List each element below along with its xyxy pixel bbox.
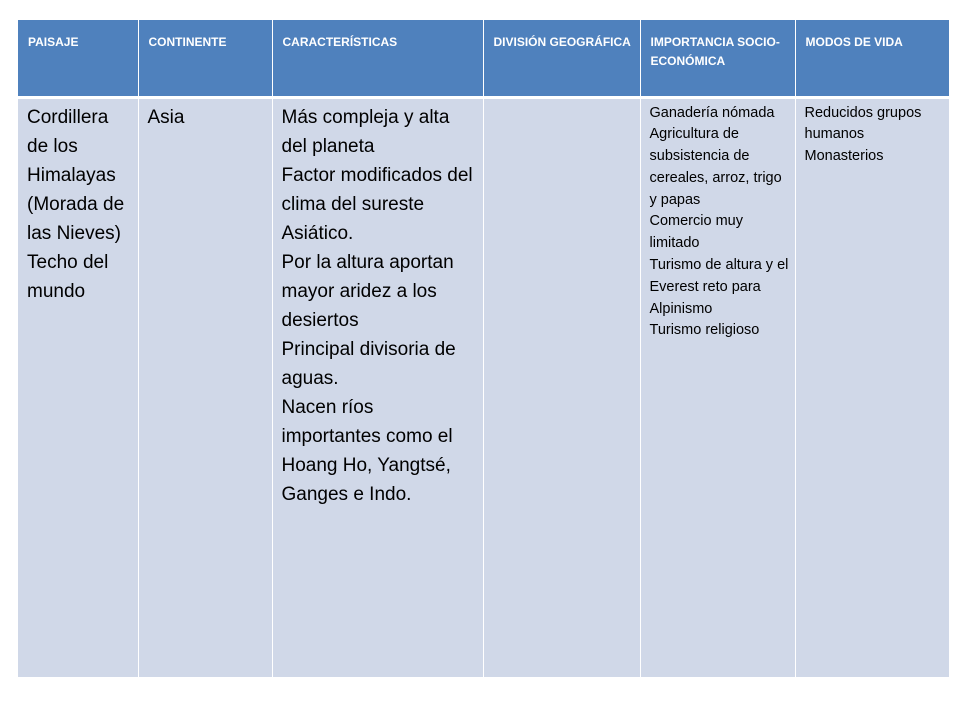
header-continente: CONTINENTE	[138, 20, 272, 97]
table-row	[18, 97, 949, 677]
header-paisaje: PAISAJE	[18, 20, 138, 97]
cell-line: Comercio muy limitado	[649, 213, 743, 252]
header-importancia-socio-economica: IMPORTANCIA SOCIO-ECONÓMICA	[640, 20, 795, 97]
cell-line: Turismo de altura y el Everest reto para Alpinismo	[649, 257, 789, 317]
header-caracteristicas: CARACTERÍSTICAS	[272, 20, 483, 97]
cell-caracteristicas	[272, 97, 483, 677]
cell-paisaje	[18, 97, 138, 677]
cell-line: Por la altura aportan mayor aridez a los desiertos	[281, 251, 454, 331]
cell-line: Nacen ríos importantes como el Hoang Ho, Yangtsé, Ganges e Indo.	[281, 396, 453, 505]
landscape-table	[18, 20, 949, 677]
cell-line: Turismo religioso	[649, 322, 760, 339]
cell-line: Asia	[147, 106, 185, 128]
header-division-geografica: DIVISIÓN GEOGRÁFICA	[483, 20, 640, 97]
cell-line: Monasterios	[804, 148, 884, 165]
cell-line: Principal divisoria de aguas.	[281, 338, 456, 389]
cell-modos-de-vida	[795, 97, 949, 677]
cell-line: Reducidos grupos humanos	[804, 104, 922, 143]
cell-line: Techo del mundo	[27, 251, 109, 302]
cell-importancia-socio-economica	[640, 97, 795, 677]
cell-continente	[138, 97, 272, 677]
cell-line: Ganadería nómada	[649, 104, 775, 121]
cell-line: Factor modificados del clima del sureste Asiático.	[281, 164, 473, 244]
cell-line: Más compleja y alta del planeta	[281, 106, 450, 157]
cell-line: Cordillera de los Himalayas (Morada de las Nieves)	[27, 106, 125, 244]
cell-division-geografica	[483, 97, 640, 677]
header-modos-de-vida: MODOS DE VIDA	[795, 20, 949, 97]
table-header-row	[18, 20, 949, 97]
cell-line: Agricultura de subsistencia de cereales, arroz, trigo y papas	[649, 126, 782, 208]
